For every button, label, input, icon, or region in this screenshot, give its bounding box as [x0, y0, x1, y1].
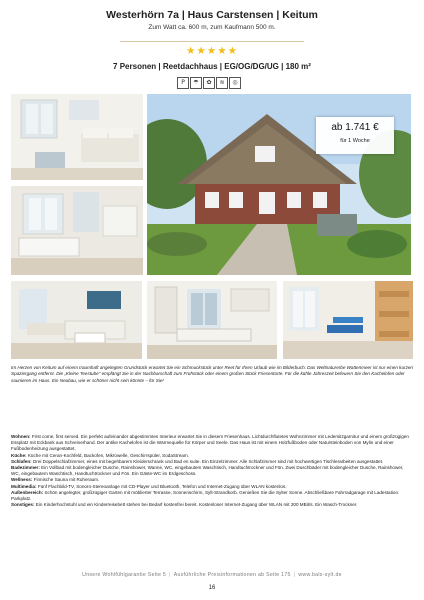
detail-text: Fünf Flachbild-TV, Sonoro-Stereoanlage mit CD-Player und Bluetooth, Telefon und Internet-Zugang über WLAN kostenlos. [37, 483, 287, 489]
distance-subtitle: Zum Watt ca. 600 m, zum Kaufmann 500 m. [148, 24, 276, 31]
parking-icon: P [177, 77, 189, 89]
terrace-icon: ☂ [190, 77, 202, 89]
footer-website-link[interactable]: www.bals-sylt.de [298, 572, 342, 578]
kitchen-photo [147, 281, 277, 359]
living-room-photo [11, 281, 142, 359]
bathroom-photo [11, 186, 143, 275]
detail-text: Ein Kinderhochstuhl und ein Kinderreisebett stehen bei Bedarf kostenfrei bereit. Kostenloser Internet-Zugang über WLAN mit 200 MBit/s. Ein Wasch-Trockner. [35, 502, 358, 508]
details-section [11, 434, 413, 508]
page-title: Westerhörn 7a | Haus Carstensen | Keitum [106, 9, 318, 21]
washing-machine-icon: ◎ [229, 77, 241, 89]
detail-badezimmer [11, 465, 413, 477]
header-divider [120, 41, 304, 42]
detail-label: Wohnen: [11, 434, 31, 439]
detail-label: Sonstiges: [11, 502, 35, 508]
detail-text: Drei Doppelschlafzimmer, eines mit begehbarem Kleiderschrank und Bad en suite. Ein Einzelzimmer. Alle Schlafzimmer sind mit hochwertigen Tischlerarbeiten ausgestattet. [32, 458, 384, 464]
page-footer [0, 572, 424, 578]
bedroom-photo [11, 94, 143, 180]
detail-text: Finnische Sauna mit Ruheraum. [33, 477, 100, 483]
detail-aussenbereich [11, 490, 413, 502]
detail-text: Schön angelegter, großzügiger Garten mit möblierter Terrasse, Sonnenschirm, Sylt-Strandkorb. Genießen Sie die Sylter Sonne. Abschließbare Fahrradgarage mit Ladestation. Parkplatz. [11, 489, 400, 502]
pets-icon: ✿ [203, 77, 215, 89]
footer-price-info-link[interactable]: Ausführliche Preisinformationen ab Seite 175 [173, 572, 291, 578]
star-rating: ★★★★★ [185, 45, 239, 57]
wifi-icon: ≋ [216, 77, 228, 89]
detail-label: Multimedia: [11, 483, 37, 489]
feature-summary: 7 Personen | Reetdachhaus | EG/OG/DG/UG | 180 m² [113, 62, 311, 71]
detail-text: Ein Vollbad mit bodengleicher Dusche, Rainshower, Wanne, WC, eingebautem Waschtisch, Handtuchtrockner und Fön. Zwei Duschbäder mit bodengleicher Dusche, Rainshower, WC, eingebautem Waschtisch, Handtuchtrockner und Fön. Ein Gäste-WC im Erdgeschoss. [11, 465, 404, 477]
detail-wohnen [11, 434, 413, 453]
amenity-icons [177, 77, 241, 89]
price-amount: ab 1.741 € [331, 122, 379, 133]
detail-label: Küche: [11, 452, 27, 458]
detail-text: Küche mit Ceran-Kochfeld, Backofen, Mikrowelle, Geschirrspüler, SodaStream. [27, 452, 189, 458]
detail-label: Badezimmer: [11, 465, 40, 471]
detail-text: First come, first served. Ein perfekt aufeinander abgestimmtes Interieur erwartet Sie in diesem Friesenhaus. Lichtdurchflutetes Wohnzimmer mit Ledersitzgarnitur und einem großzügigen Essplatz mit Eckbank aus Schreinerhand. Der antike Kachelofen ist die Wärmequelle für Körper und Seele. Das Haus ist mit einem Holzfußboden oder Natursteinboden von Mylin und einer Fußbodenheizung ausgestattet. [11, 434, 409, 452]
sauna-photo [283, 281, 413, 359]
description-intro: Im Herzen von Keitum auf einem traumhaft angelegten Grundstück erwartet Sie ein Schmuckstück unter Reet für Ihren Urlaub wie im Bilderbuch. Das Weltnaturerbe Wattenmeer ist nur einen kurzen Spaziergang entfernt. Die „Kleine Teestube" empfängt Sie in der Nachbarschaft zum Frühstück oder einem großen Stück Friesentorte. Für die kühle Jahreszeit befeuern Sie den Kachelofen oder saunieren im Haus. Ein Neubau, wie er schöner nicht sein könnte – für Sie! [11, 365, 413, 383]
detail-label: Außenbereich: [11, 489, 44, 495]
price-box [316, 117, 394, 154]
page-number: 16 [208, 585, 216, 591]
footer-separator: | [293, 572, 296, 578]
footer-separator: | [169, 572, 171, 578]
detail-label: Schlafen: [11, 458, 32, 464]
footer-guarantee-link[interactable]: Unsere Wohlfühlgarantie Seite 5 [82, 572, 167, 578]
detail-label: Wellness: [11, 477, 33, 483]
detail-sonstiges [11, 502, 413, 508]
price-period: für 1 Woche [340, 138, 370, 144]
